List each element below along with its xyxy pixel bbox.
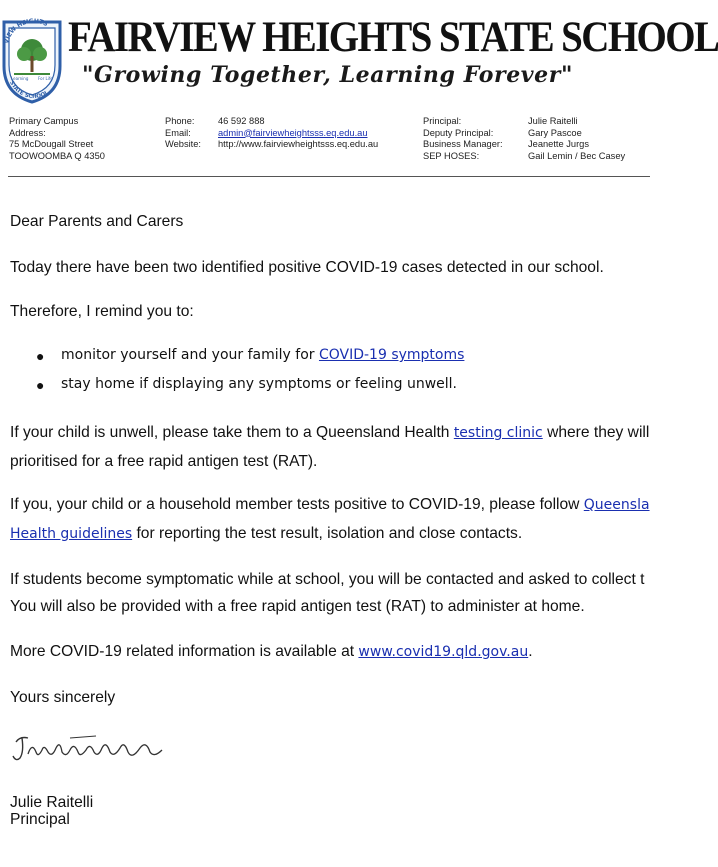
signer-title: Principal <box>10 811 70 828</box>
header-divider <box>8 176 650 177</box>
sep-hoses-label: SEP HOSES: <box>423 150 480 161</box>
address-block <box>9 116 105 162</box>
phone-number: 46 592 888 <box>218 116 265 126</box>
bullet-text: monitor yourself and your family for <box>61 347 319 363</box>
text-span: where they will <box>542 424 650 441</box>
text-span: If you, your child or a household member tests positive to COVID-19, please follow <box>10 496 584 513</box>
suburb: TOOWOOMBA Q 4350 <box>9 150 105 161</box>
text-span: If your child is unwell, please take them to a Queensland Health <box>10 424 454 441</box>
paragraph-symptomatic-line2: You will also be provided with a free rapid antigen test (RAT) to administer at home. <box>10 598 585 615</box>
paragraph-unwell-line2: prioritised for a free rapid antigen test (RAT). <box>10 453 318 470</box>
signature <box>10 728 168 768</box>
crest-bottom-text: STATE SCHOOL <box>8 80 50 101</box>
principal-label: Principal: <box>423 116 462 126</box>
health-guidelines-link[interactable]: Health guidelines <box>10 526 133 542</box>
business-manager-name: Jeanette Jurgs <box>528 139 589 150</box>
bullet-item-symptoms <box>61 347 464 363</box>
closing: Yours sincerely <box>10 689 116 706</box>
contact-labels <box>165 116 201 151</box>
covid19-qld-link[interactable]: www.covid19.qld.gov.au <box>358 644 529 660</box>
school-motto: "Growing Together, Learning Forever" <box>82 62 574 88</box>
paragraph-cases: Today there have been two identified positive COVID-19 cases detected in our school. <box>10 259 604 276</box>
website-url: http://www.fairviewheightsss.eq.edu.au <box>218 139 379 150</box>
paragraph-symptomatic-line1: If students become symptomatic while at school, you will be contacted and asked to collect t <box>10 571 645 588</box>
street-address: 75 McDougall Street <box>9 139 94 150</box>
text-span: More COVID-19 related information is available at <box>10 643 359 660</box>
text-span: for reporting the test result, isolation and close contacts. <box>132 525 523 542</box>
paragraph-reminder: Therefore, I remind you to: <box>10 303 194 320</box>
bullet-dot: ● <box>36 377 45 393</box>
crest-left-text: Learning <box>11 76 29 81</box>
contact-values <box>218 116 378 151</box>
covid-symptoms-link[interactable]: COVID-19 symptoms <box>318 347 465 363</box>
staff-labels <box>423 116 503 162</box>
address-label: Address: <box>9 127 46 138</box>
bullet-item-stay-home: stay home if displaying any symptoms or feeling unwell. <box>61 376 457 392</box>
principal-name: Julie Raitelli <box>528 116 578 126</box>
deputy-name: Gary Pascoe <box>528 127 582 138</box>
paragraph-unwell-line1 <box>10 421 650 445</box>
text-span: . <box>528 643 533 660</box>
email-label: Email: <box>165 127 191 138</box>
queensland-health-link[interactable]: Queensla <box>583 497 650 513</box>
school-name: FAIRVIEW HEIGHTS STATE SCHOOL <box>68 13 718 62</box>
greeting: Dear Parents and Carers <box>10 213 184 230</box>
website-label: Website: <box>165 139 201 150</box>
business-manager-label: Business Manager: <box>423 139 503 150</box>
crest-right-text: For Life <box>38 76 53 81</box>
school-crest-logo <box>0 4 62 104</box>
email-link[interactable]: admin@fairviewheightsss.eq.edu.au <box>218 127 368 138</box>
paragraph-positive-line2 <box>10 522 650 546</box>
testing-clinic-link[interactable]: testing clinic <box>453 425 543 441</box>
paragraph-positive-line1 <box>10 493 650 517</box>
paragraph-more-info <box>10 640 650 664</box>
campus-label: Primary Campus <box>9 116 79 126</box>
staff-names <box>528 116 625 162</box>
crest-top-text: VIEW HEIGHTS <box>3 17 49 45</box>
sep-hoses-names: Gail Lemin / Bec Casey <box>528 150 626 161</box>
bullet-dot: ● <box>36 348 45 364</box>
signer-name: Julie Raitelli <box>10 794 94 811</box>
deputy-label: Deputy Principal: <box>423 127 494 138</box>
phone-label: Phone: <box>165 116 195 126</box>
